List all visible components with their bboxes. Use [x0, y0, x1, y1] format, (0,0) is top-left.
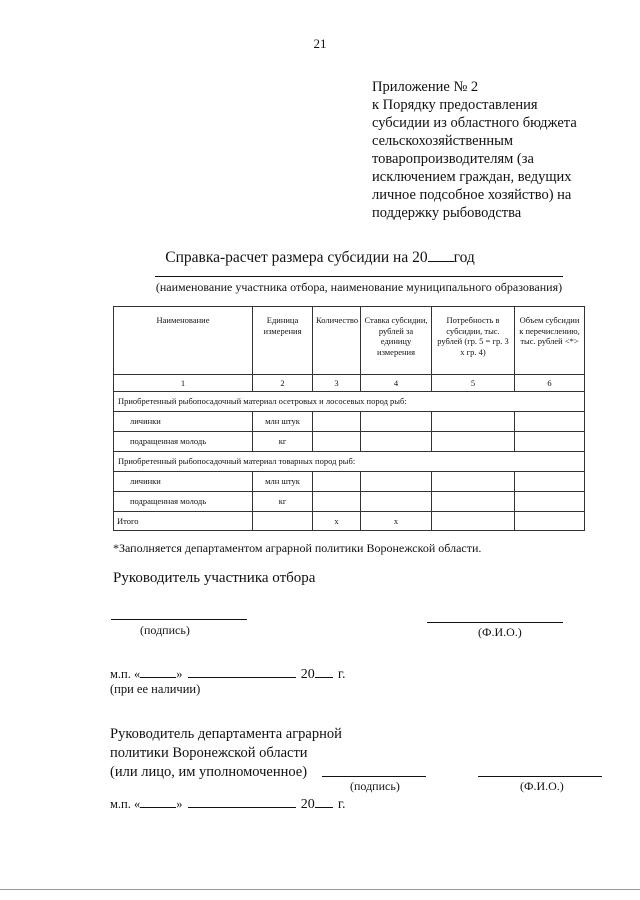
calculation-table	[113, 306, 585, 531]
total-unit	[253, 512, 313, 531]
header-rate: Ставка субсидии, рублей за единицу измерения	[361, 307, 432, 375]
signature2-line: политики Воронежской области	[110, 745, 308, 761]
month-blank	[188, 666, 296, 678]
header-quantity: Количество	[313, 307, 361, 375]
annex-line: к Порядку предоставления	[372, 97, 538, 113]
cell-need	[432, 472, 515, 492]
annex-line: субсидии из областного бюджета	[372, 115, 577, 131]
signature2-line: (или лицо, им уполномоченное)	[110, 764, 308, 780]
cell-transfer	[515, 492, 585, 512]
cell-quantity	[313, 472, 361, 492]
table-group-row	[114, 392, 585, 412]
signature2-line: Руководитель департамента аграрной	[110, 726, 342, 742]
row-unit: млн штук	[253, 412, 313, 432]
total-quantity: x	[313, 512, 361, 531]
total-transfer	[515, 512, 585, 531]
col-number: 5	[432, 375, 515, 392]
header-transfer: Объем субсидии к перечислению, тыс. рублей <*>	[515, 307, 585, 375]
footnote: *Заполняется департаментом аграрной политики Воронежской области.	[113, 541, 482, 555]
total-rate: x	[361, 512, 432, 531]
table-row	[114, 432, 585, 452]
cell-need	[432, 492, 515, 512]
col-number: 6	[515, 375, 585, 392]
col-number: 2	[253, 375, 313, 392]
document-title	[0, 247, 640, 267]
signature1-mp-date	[110, 666, 346, 683]
header-unit: Единица измерения	[253, 307, 313, 375]
table-group-row	[114, 452, 585, 472]
annex-line: исключением граждан, ведущих	[372, 169, 572, 185]
total-need	[432, 512, 515, 531]
cell-quantity	[313, 432, 361, 452]
cell-rate	[361, 492, 432, 512]
annex-line: товаропроизводителям (за	[372, 151, 534, 167]
table-row	[114, 412, 585, 432]
signature2-mp-date	[110, 796, 346, 813]
total-label: Итого	[114, 512, 253, 531]
group-label: Приобретенный рыбопосадочный материал товарных пород рыб:	[114, 452, 585, 472]
day-blank	[140, 796, 176, 808]
table-number-row	[114, 375, 585, 392]
annex-block	[372, 78, 622, 222]
row-unit: млн штук	[253, 472, 313, 492]
org-caption: (наименование участника отбора, наименование муниципального образования)	[155, 280, 563, 294]
header-need: Потребность в субсидии, тыс. рублей (гр. 5 = гр. 3 х гр. 4)	[432, 307, 515, 375]
group-label: Приобретенный рыбопосадочный материал осетровых и лососевых пород рыб:	[114, 392, 585, 412]
signature2-sign-caption: (подпись)	[350, 779, 400, 793]
cell-need	[432, 412, 515, 432]
annex-line: личное подсобное хозяйство) на	[372, 187, 572, 203]
title-suffix: год	[453, 249, 475, 266]
cell-transfer	[515, 432, 585, 452]
year-suffix: г.	[337, 667, 346, 682]
year-blank	[428, 247, 454, 262]
col-number: 1	[114, 375, 253, 392]
annex-line: сельскохозяйственным	[372, 133, 514, 149]
org-name-line	[155, 276, 563, 277]
mp-prefix: м.п. «	[110, 797, 141, 811]
signature1-heading: Руководитель участника отбора	[113, 570, 316, 586]
col-number: 4	[361, 375, 432, 392]
col-number: 3	[313, 375, 361, 392]
signature1-fio-caption: (Ф.И.О.)	[478, 625, 522, 639]
signature2-heading	[110, 725, 342, 782]
signature1-sign-line	[111, 619, 247, 620]
cell-rate	[361, 432, 432, 452]
bottom-edge-line	[0, 889, 640, 890]
table-row	[114, 492, 585, 512]
annex-line: поддержку рыбоводства	[372, 205, 522, 221]
year-blank	[315, 796, 333, 808]
table-row	[114, 472, 585, 492]
row-name: личинки	[114, 412, 253, 432]
cell-quantity	[313, 412, 361, 432]
header-name: Наименование	[114, 307, 253, 375]
year-suffix: г.	[337, 797, 346, 812]
cell-quantity	[313, 492, 361, 512]
row-unit: кг	[253, 432, 313, 452]
signature1-sign-caption: (подпись)	[140, 623, 190, 637]
annex-line: Приложение № 2	[372, 79, 479, 95]
month-blank	[188, 796, 296, 808]
table-header-row	[114, 307, 585, 375]
year-blank	[315, 666, 333, 678]
row-name: подращенная молодь	[114, 492, 253, 512]
cell-rate	[361, 412, 432, 432]
mp-prefix: м.п. «	[110, 667, 141, 681]
table-total-row	[114, 512, 585, 531]
cell-transfer	[515, 472, 585, 492]
mp-mid: »	[176, 667, 183, 681]
row-name: подращенная молодь	[114, 432, 253, 452]
signature2-fio-line	[478, 776, 602, 777]
day-blank	[140, 666, 176, 678]
cell-need	[432, 432, 515, 452]
cell-transfer	[515, 412, 585, 432]
cell-rate	[361, 472, 432, 492]
signature2-fio-caption: (Ф.И.О.)	[520, 779, 564, 793]
year-prefix: 20	[300, 667, 315, 682]
page-number: 21	[313, 36, 327, 51]
mp-mid: »	[176, 797, 183, 811]
year-prefix: 20	[300, 797, 315, 812]
title-prefix: Справка-расчет размера субсидии на 20	[165, 249, 428, 266]
signature1-fio-line	[427, 622, 563, 623]
if-any-caption: (при ее наличии)	[110, 682, 201, 696]
row-name: личинки	[114, 472, 253, 492]
signature2-sign-line	[322, 776, 426, 777]
row-unit: кг	[253, 492, 313, 512]
